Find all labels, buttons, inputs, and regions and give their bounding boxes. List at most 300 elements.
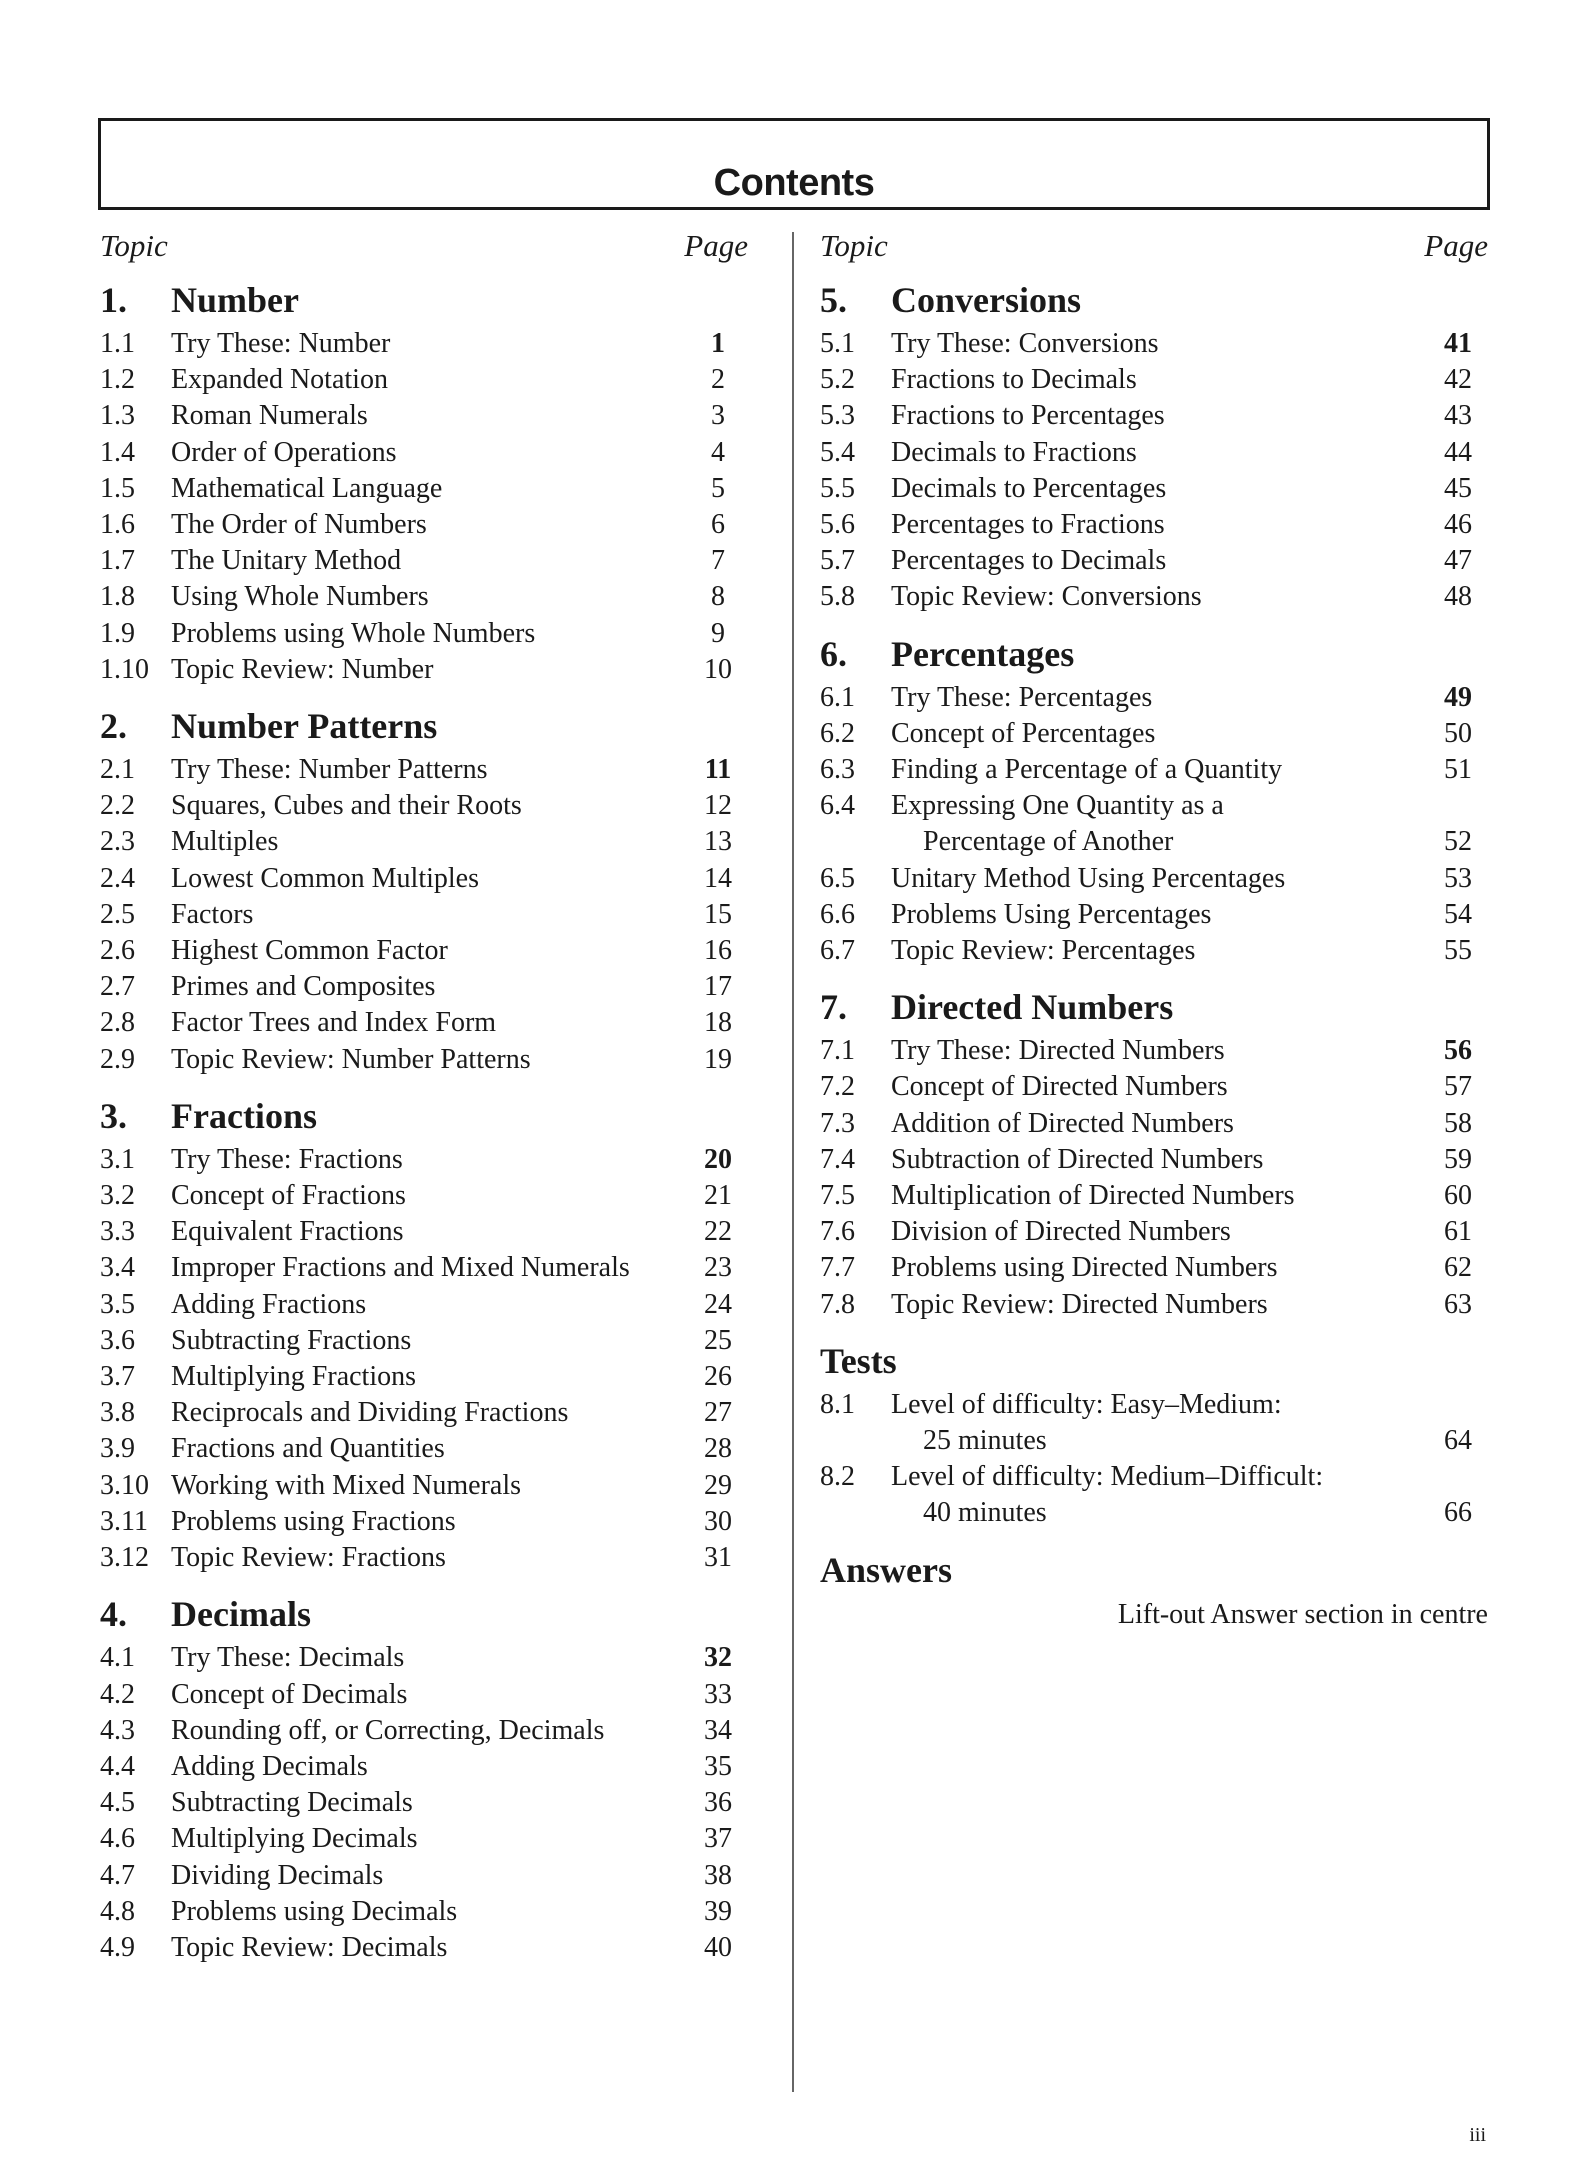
entry-page-number: 9	[711, 617, 725, 649]
toc-entry	[820, 1178, 1488, 1214]
entry-title-text: Subtracting Fractions	[171, 1324, 412, 1356]
entry-title	[171, 897, 688, 933]
toc-entry	[100, 969, 748, 1005]
entry-title	[171, 824, 688, 860]
entry-title	[891, 1287, 1428, 1323]
entry-title-text: The Order of Numbers	[171, 509, 427, 541]
entry-title	[891, 471, 1428, 507]
entry-title-text: Concept of Decimals	[171, 1678, 408, 1710]
entry-page-number: 6	[711, 509, 725, 541]
entry-number: 1.5	[100, 472, 135, 504]
entry-title-text: Concept of Percentages	[891, 717, 1156, 749]
toc-entry	[100, 1005, 748, 1041]
entry-title-text: Topic Review: Directed Numbers	[891, 1288, 1268, 1320]
entry-page-number: 51	[1444, 754, 1472, 786]
entry-page-number: 23	[704, 1252, 732, 1284]
toc-entry	[100, 1540, 748, 1576]
entry-title	[171, 398, 688, 434]
entry-title-text: Mathematical Language	[171, 472, 443, 504]
entry-page-number: 50	[1444, 717, 1472, 749]
section-heading	[820, 628, 1488, 680]
entry-page-number: 48	[1444, 581, 1472, 613]
entry-title	[171, 362, 688, 398]
entry-title	[171, 1359, 688, 1395]
toc-entry	[820, 680, 1488, 716]
entry-page-number: 58	[1444, 1107, 1472, 1139]
entry-title	[171, 788, 688, 824]
entry-title-text: Fractions and Quantities	[171, 1433, 445, 1465]
entry-page-number: 55	[1444, 935, 1472, 967]
entry-number: 8.2	[820, 1461, 855, 1493]
column-divider	[792, 232, 794, 2092]
entry-page-number: 28	[704, 1433, 732, 1465]
entry-number: 5.3	[820, 400, 855, 432]
entry-title	[171, 471, 688, 507]
answers-section	[820, 1544, 1488, 1634]
entry-title	[171, 1005, 688, 1041]
entry-title-text: Try These: Directed Numbers	[891, 1035, 1225, 1067]
entry-page-number: 47	[1444, 545, 1472, 577]
toc-entry	[820, 1069, 1488, 1105]
entry-page-number: 12	[704, 790, 732, 822]
entry-page-number: 61	[1444, 1216, 1472, 1248]
tests-section	[820, 1335, 1488, 1532]
entry-page-number: 54	[1444, 898, 1472, 930]
entry-page-number: 49	[1444, 681, 1472, 713]
toc-entry	[820, 1250, 1488, 1286]
entry-title	[171, 1821, 688, 1857]
entry-title	[171, 435, 688, 471]
entry-title-text: Expanded Notation	[171, 364, 388, 396]
entry-page-number: 44	[1444, 436, 1472, 468]
entry-page-number: 30	[704, 1505, 732, 1537]
entry-title	[891, 1387, 1428, 1459]
toc-entry	[820, 1142, 1488, 1178]
toc-entry	[100, 1287, 748, 1323]
entry-page-number: 45	[1444, 472, 1472, 504]
entry-title-text: Lowest Common Multiples	[171, 862, 479, 894]
entry-number: 7.2	[820, 1071, 855, 1103]
page-title: Contents	[713, 162, 875, 204]
entry-title	[171, 1395, 688, 1431]
entry-title-text: Concept of Fractions	[171, 1180, 406, 1212]
entry-page-number: 29	[704, 1469, 732, 1501]
section-heading	[100, 274, 748, 326]
toc-entry	[100, 1359, 748, 1395]
entry-title-text: Rounding off, or Correcting, Decimals	[171, 1714, 605, 1746]
entry-page-number: 22	[704, 1216, 732, 1248]
entry-number: 4.9	[100, 1931, 135, 1963]
toc-entry	[100, 652, 748, 688]
entry-number: 3.9	[100, 1433, 135, 1465]
toc-entry	[100, 1178, 748, 1214]
entry-title-text: Decimals to Fractions	[891, 436, 1137, 468]
entry-title-text: Expressing One Quantity as a	[891, 790, 1224, 822]
entry-page-number: 60	[1444, 1180, 1472, 1212]
entry-number: 4.1	[100, 1642, 135, 1674]
entry-title	[891, 680, 1428, 716]
entry-title	[891, 933, 1428, 969]
toc-entry	[820, 543, 1488, 579]
entry-number: 8.1	[820, 1388, 855, 1420]
entry-number: 3.2	[100, 1180, 135, 1212]
entry-number: 4.6	[100, 1823, 135, 1855]
section-title: Conversions	[891, 280, 1082, 320]
entry-page-number: 20	[704, 1143, 732, 1175]
entry-page-number: 46	[1444, 509, 1472, 541]
entry-page-number: 34	[704, 1714, 732, 1746]
toc-entry	[100, 1395, 748, 1431]
entry-title	[891, 861, 1428, 897]
toc-entry	[820, 1214, 1488, 1250]
toc-entry	[820, 1459, 1488, 1531]
toc-entry	[100, 1858, 748, 1894]
entry-title	[171, 1540, 688, 1576]
toc-entry	[100, 1640, 748, 1676]
entry-title	[171, 1858, 688, 1894]
toc-entry	[100, 326, 748, 362]
answers-note: Lift-out Answer section in centre	[1117, 1598, 1488, 1630]
section-number: 4.	[100, 1594, 127, 1635]
entry-title-text: Try These: Number Patterns	[171, 754, 488, 786]
page-header: Page	[684, 228, 748, 263]
entry-title-text: Adding Decimals	[171, 1750, 368, 1782]
entry-number: 3.8	[100, 1397, 135, 1429]
entry-page-number: 59	[1444, 1143, 1472, 1175]
toc-entry	[100, 398, 748, 434]
entry-title	[171, 507, 688, 543]
entry-title	[171, 326, 688, 362]
entry-title	[171, 1677, 688, 1713]
entry-number: 1.7	[100, 545, 135, 577]
section-number: 7.	[820, 987, 847, 1028]
toc-entry	[100, 1677, 748, 1713]
entry-number: 4.5	[100, 1787, 135, 1819]
entry-number: 6.2	[820, 717, 855, 749]
entry-title	[171, 861, 688, 897]
entry-title	[891, 507, 1428, 543]
entry-page-number: 2	[711, 364, 725, 396]
entry-title	[171, 1287, 688, 1323]
entry-title-continued: 25 minutes	[923, 1425, 1047, 1457]
entry-title-text: Multiples	[171, 826, 279, 858]
toc-section	[820, 628, 1488, 970]
entry-title-continued: Percentage of Another	[923, 826, 1174, 858]
toc-entry	[100, 1821, 748, 1857]
entry-number: 2.1	[100, 754, 135, 786]
toc-entry	[820, 435, 1488, 471]
toc-section	[100, 1090, 748, 1576]
entry-page-number: 7	[711, 545, 725, 577]
toc-entry	[820, 752, 1488, 788]
entry-number: 7.3	[820, 1107, 855, 1139]
entry-number: 3.3	[100, 1216, 135, 1248]
toc-entry	[820, 1106, 1488, 1142]
section-title: Number Patterns	[171, 706, 438, 747]
section-number: 2.	[100, 706, 127, 747]
entry-page-number: 62	[1444, 1252, 1472, 1284]
entry-title-text: Percentages to Decimals	[891, 545, 1167, 577]
toc-entry	[820, 362, 1488, 398]
entry-title-text: Multiplying Fractions	[171, 1361, 416, 1393]
entry-page-number: 37	[704, 1823, 732, 1855]
entry-number: 2.2	[100, 790, 135, 822]
entry-title-text: Try These: Fractions	[171, 1143, 403, 1175]
entry-number: 1.6	[100, 509, 135, 541]
entry-number: 1.10	[100, 653, 149, 685]
answers-title: Answers	[820, 1549, 952, 1590]
entry-title-text: Percentages to Fractions	[891, 509, 1165, 541]
entry-title	[171, 752, 688, 788]
entry-page-number: 39	[704, 1895, 732, 1927]
entry-title-text: Level of difficulty: Easy–Medium:	[891, 1388, 1282, 1420]
entry-title-text: Multiplying Decimals	[171, 1823, 418, 1855]
entry-number: 2.4	[100, 862, 135, 894]
entry-page-number: 35	[704, 1750, 732, 1782]
entry-title-text: Dividing Decimals	[171, 1859, 384, 1891]
section-heading	[820, 981, 1488, 1033]
entry-title-text: Working with Mixed Numerals	[171, 1469, 522, 1501]
entry-page-number: 57	[1444, 1071, 1472, 1103]
toc-entry	[100, 579, 748, 615]
entry-title	[171, 969, 688, 1005]
entry-page-number: 5	[711, 472, 725, 504]
toc-entry	[820, 1033, 1488, 1069]
toc-section	[100, 274, 748, 688]
entry-title	[171, 1504, 688, 1540]
entry-number: 1.8	[100, 581, 135, 613]
entry-page-number: 32	[704, 1642, 732, 1674]
entry-number: 2.9	[100, 1043, 135, 1075]
entry-number: 2.8	[100, 1007, 135, 1039]
entry-page-number: 41	[1444, 328, 1472, 359]
entry-number: 3.5	[100, 1288, 135, 1320]
entry-title	[891, 543, 1428, 579]
entry-page-number: 10	[704, 653, 732, 685]
entry-page-number: 8	[711, 581, 725, 613]
entry-page-number: 11	[704, 754, 732, 786]
entry-title-text: Unitary Method Using Percentages	[891, 862, 1286, 894]
entry-number: 4.8	[100, 1895, 135, 1927]
entry-page-number: 64	[1444, 1425, 1472, 1457]
entry-title-text: Problems using Decimals	[171, 1895, 458, 1927]
entry-title	[171, 1468, 688, 1504]
toc-entry	[100, 1142, 748, 1178]
entry-number: 5.2	[820, 364, 855, 396]
toc-entry	[820, 398, 1488, 434]
entry-page-number: 19	[704, 1043, 732, 1075]
entry-title	[171, 1749, 688, 1785]
entry-number: 3.12	[100, 1542, 149, 1574]
entry-number: 4.3	[100, 1714, 135, 1746]
entry-title-text: Division of Directed Numbers	[891, 1216, 1231, 1248]
entry-page-number: 3	[711, 400, 725, 432]
toc-entry	[100, 1713, 748, 1749]
toc-entry	[100, 1323, 748, 1359]
section-title: Number	[171, 280, 299, 320]
entry-title	[891, 579, 1428, 615]
entry-title	[891, 435, 1428, 471]
entry-page-number: 26	[704, 1361, 732, 1393]
entry-title-text: Try These: Decimals	[171, 1642, 405, 1674]
toc-entry	[100, 1749, 748, 1785]
section-number: 5.	[820, 280, 847, 320]
entry-number: 3.4	[100, 1252, 135, 1284]
entry-page-number: 31	[704, 1542, 732, 1574]
entry-number: 1.9	[100, 617, 135, 649]
entry-title	[171, 1323, 688, 1359]
entry-number: 5.1	[820, 328, 855, 359]
entry-number: 4.2	[100, 1678, 135, 1710]
entry-page-number: 53	[1444, 862, 1472, 894]
toc-entry	[100, 1042, 748, 1078]
entry-title	[891, 326, 1428, 362]
left-sections	[100, 274, 748, 1966]
entry-number: 3.6	[100, 1324, 135, 1356]
entry-number: 2.7	[100, 971, 135, 1003]
entry-title	[171, 1713, 688, 1749]
tests-title: Tests	[820, 1340, 897, 1381]
entry-title-text: Topic Review: Number	[171, 653, 434, 685]
entry-page-number: 36	[704, 1787, 732, 1819]
entry-page-number: 63	[1444, 1288, 1472, 1320]
section-number: 1.	[100, 280, 127, 320]
toc-entry	[820, 861, 1488, 897]
entry-title-text: Factors	[171, 898, 254, 930]
entry-title-text: Problems using Directed Numbers	[891, 1252, 1278, 1284]
entry-title-text: Addition of Directed Numbers	[891, 1107, 1234, 1139]
entry-page-number: 16	[704, 935, 732, 967]
right-column	[820, 222, 1488, 1646]
toc-entry	[820, 1287, 1488, 1323]
entry-page-number: 43	[1444, 400, 1472, 432]
toc-entry	[100, 1785, 748, 1821]
toc-entry	[100, 788, 748, 824]
right-column-header	[820, 222, 1488, 270]
entry-title	[171, 616, 688, 652]
entry-number: 1.4	[100, 436, 135, 468]
entry-number: 6.5	[820, 862, 855, 894]
toc-entry	[100, 1930, 748, 1966]
section-number: 3.	[100, 1095, 127, 1136]
entry-title-text: Problems Using Percentages	[891, 898, 1212, 930]
entry-title-text: Topic Review: Decimals	[171, 1931, 448, 1963]
entry-title	[891, 1033, 1428, 1069]
right-sections	[820, 274, 1488, 1323]
entry-title-text: Problems using Fractions	[171, 1505, 456, 1537]
entry-number: 4.4	[100, 1750, 135, 1782]
entry-title-text: Fractions to Percentages	[891, 400, 1165, 432]
entry-number: 7.1	[820, 1035, 855, 1067]
entry-page-number: 38	[704, 1859, 732, 1891]
entry-title	[891, 752, 1428, 788]
entry-number: 3.7	[100, 1361, 135, 1393]
entry-title-text: Roman Numerals	[171, 400, 368, 432]
toc-entry	[820, 716, 1488, 752]
entry-number: 7.5	[820, 1180, 855, 1212]
toc-section	[820, 274, 1488, 616]
entry-title	[891, 788, 1428, 860]
entry-number: 5.8	[820, 581, 855, 613]
toc-entry	[820, 507, 1488, 543]
toc-entry	[820, 579, 1488, 615]
entry-title-text: Fractions to Decimals	[891, 364, 1137, 396]
entry-title	[891, 398, 1428, 434]
entry-title-text: Topic Review: Percentages	[891, 935, 1196, 967]
toc-entry	[820, 933, 1488, 969]
entry-page-number: 25	[704, 1324, 732, 1356]
entry-number: 6.1	[820, 681, 855, 713]
entry-title-text: Order of Operations	[171, 436, 397, 468]
entry-number: 5.7	[820, 545, 855, 577]
entry-number: 7.4	[820, 1143, 855, 1175]
entry-number: 4.7	[100, 1859, 135, 1891]
entry-number: 7.6	[820, 1216, 855, 1248]
entry-title	[891, 1178, 1428, 1214]
toc-entry	[100, 1431, 748, 1467]
entry-page-number: 4	[711, 436, 725, 468]
entry-title	[891, 1069, 1428, 1105]
tests-items	[820, 1387, 1488, 1532]
entry-title-text: Topic Review: Number Patterns	[171, 1043, 531, 1075]
toc-entry	[100, 897, 748, 933]
entry-title	[171, 652, 688, 688]
section-heading	[100, 700, 748, 752]
entry-title	[171, 1214, 688, 1250]
toc-section	[100, 1588, 748, 1966]
toc-entry	[100, 435, 748, 471]
left-column-header	[100, 222, 748, 270]
toc-entry	[100, 1250, 748, 1286]
entry-title-text: The Unitary Method	[171, 545, 402, 577]
toc-entry	[100, 543, 748, 579]
toc-entry	[100, 1894, 748, 1930]
section-number: 6.	[820, 633, 847, 674]
entry-title-continued: 40 minutes	[923, 1497, 1047, 1529]
entry-title-text: Reciprocals and Dividing Fractions	[171, 1397, 569, 1429]
entry-title-text: Factor Trees and Index Form	[171, 1007, 497, 1039]
entry-number: 1.1	[100, 328, 135, 359]
page-header: Page	[1424, 228, 1488, 263]
entry-title-text: Subtraction of Directed Numbers	[891, 1143, 1264, 1175]
toc-entry	[100, 507, 748, 543]
entry-page-number: 24	[704, 1288, 732, 1320]
entry-title-text: Improper Fractions and Mixed Numerals	[171, 1252, 630, 1284]
entry-page-number: 17	[704, 971, 732, 1003]
toc-entry	[100, 861, 748, 897]
entry-number: 5.4	[820, 436, 855, 468]
entry-title-text: Problems using Whole Numbers	[171, 617, 536, 649]
topic-header: Topic	[820, 228, 888, 263]
entry-number: 7.7	[820, 1252, 855, 1284]
entry-page-number: 40	[704, 1931, 732, 1963]
toc-entry	[100, 933, 748, 969]
entry-title	[171, 1178, 688, 1214]
entry-title-text: Highest Common Factor	[171, 935, 448, 967]
section-heading	[820, 274, 1488, 326]
entry-title	[171, 1785, 688, 1821]
toc-entry	[100, 1468, 748, 1504]
entry-title-text: Level of difficulty: Medium–Difficult:	[891, 1461, 1324, 1493]
toc-entry	[100, 362, 748, 398]
entry-number: 2.5	[100, 898, 135, 930]
toc-entry	[100, 616, 748, 652]
entry-title-text: Equivalent Fractions	[171, 1216, 404, 1248]
entry-title	[891, 1250, 1428, 1286]
section-heading	[100, 1090, 748, 1142]
toc-entry	[100, 752, 748, 788]
entry-title-text: Primes and Composites	[171, 971, 436, 1003]
